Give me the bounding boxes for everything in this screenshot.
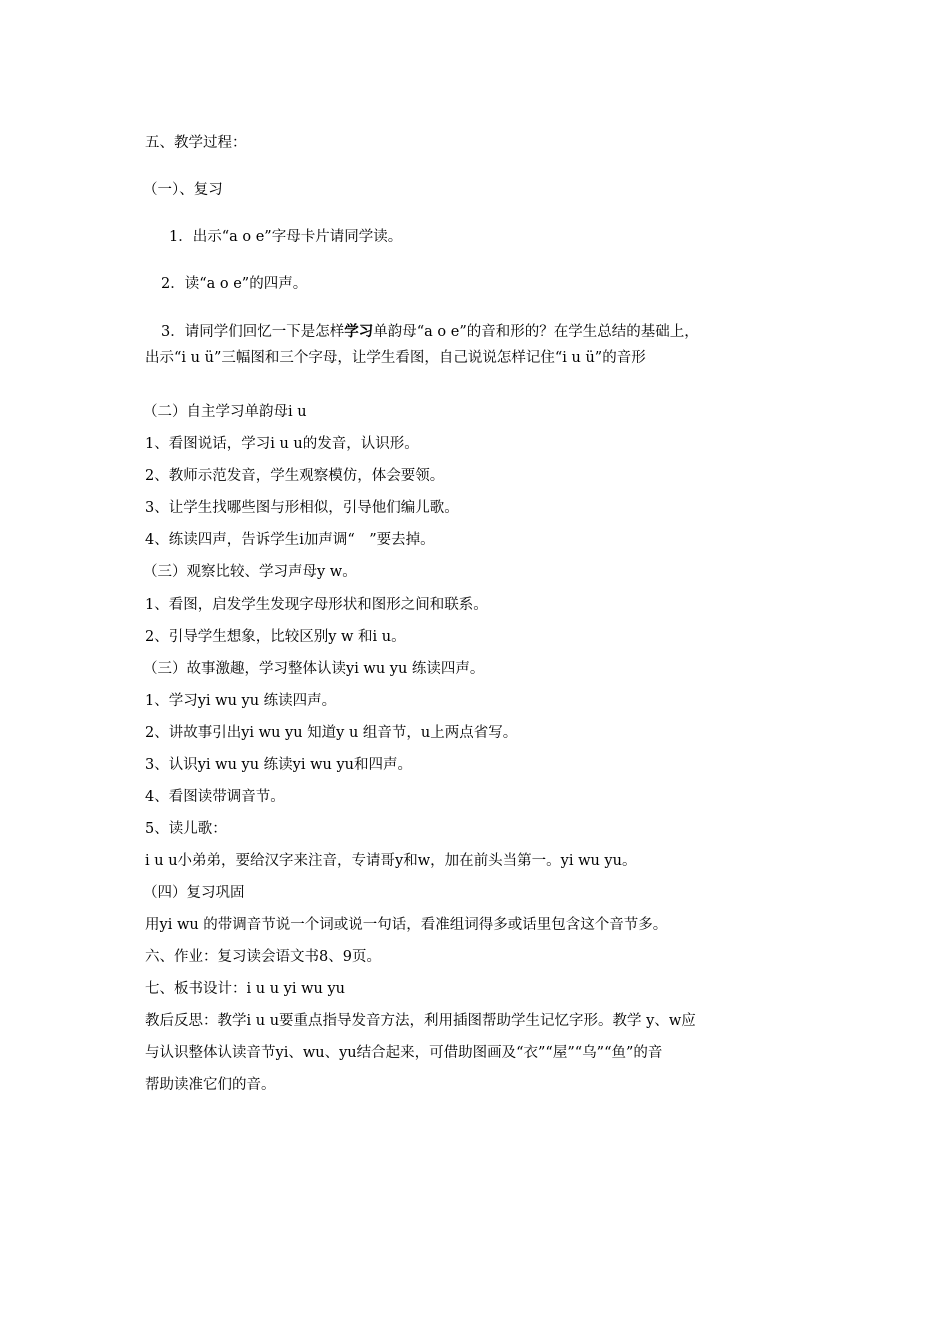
rhyme-text: i u u小弟弟，要给汉字来注音，专请哥y和w，加在前头当第一。yi wu yu。 — [145, 853, 637, 869]
part-2-item-2: 2、教师示范发音，学生观察模仿，体会要领。 — [145, 468, 445, 484]
part-3-item-1: 1、看图，启发学生发现字母形状和图形之间和联系。 — [145, 597, 488, 613]
part-2-item-1: 1、看图说话，学习i u u的发音，认识形。 — [145, 436, 419, 452]
part-3b-item-2: 2、讲故事引出yi wu yu 知道y u 组音节，u上两点省写。 — [145, 725, 518, 741]
part-3-heading: （三）观察比较、学习声母y w。 — [143, 564, 357, 580]
review-item-3-prefix: 3．请同学们回忆一下是怎样 — [161, 324, 345, 340]
part-3b-item-4: 4、看图读带调音节。 — [145, 789, 285, 805]
part-4-text: 用yi wu 的带调音节说一个词或说一句话，看准组词得多或话里包含这个音节多。 — [145, 917, 668, 933]
section-7-board-design: 七、板书设计：i u u yi wu yu — [145, 981, 345, 997]
section-6-homework: 六、作业：复习读会语文书8、9页。 — [145, 949, 381, 965]
section-5-title: 五、教学过程： — [145, 135, 247, 151]
review-heading: （一）、复习 — [143, 182, 223, 198]
review-item-1: 1．出示“a o e”字母卡片请同学读。 — [169, 229, 403, 245]
part-3b-item-3: 3、认识yi wu yu 练读yi wu yu和四声。 — [145, 757, 412, 773]
part-2-item-3: 3、让学生找哪些图与形相似，引导他们编儿歌。 — [145, 500, 459, 516]
part-3b-heading: （三）故事激趣，学习整体认读yi wu yu 练读四声。 — [143, 661, 485, 677]
reflection-line-1: 教后反思：教学i u u要重点指导发音方法，利用插图帮助学生记忆字形。教学 y、w应 — [145, 1013, 696, 1029]
reflection-line-3: 帮助读准它们的音。 — [145, 1077, 276, 1093]
review-item-2: 2．读“a o e”的四声。 — [161, 276, 308, 292]
review-item-3-line-2: 出示“i u ü”三幅图和三个字母，让学生看图，自己说说怎样记住“i u ü”的音形 — [145, 350, 646, 366]
part-3b-item-1: 1、学习yi wu yu 练读四声。 — [145, 693, 337, 709]
review-item-3 — [161, 322, 699, 342]
part-3b-item-5: 5、读儿歌： — [145, 821, 227, 837]
reflection-line-2: 与认识整体认读音节yi、wu、yu结合起来，可借助图画及“衣”“屋”“乌”“鱼”的音 — [145, 1045, 663, 1061]
part-2-heading: （二）自主学习单韵母i u — [143, 404, 307, 420]
part-3-item-2: 2、引导学生想象，比较区别y w 和i u。 — [145, 629, 406, 645]
review-item-3-bold: 学习 — [344, 324, 374, 340]
review-item-3-suffix: 单韵母“a o e”的音和形的？在学生总结的基础上， — [373, 324, 699, 340]
part-2-item-4: 4、练读四声，告诉学生i加声调“ ”要去掉。 — [145, 532, 435, 548]
part-4-heading: （四）复习巩固 — [143, 885, 245, 901]
